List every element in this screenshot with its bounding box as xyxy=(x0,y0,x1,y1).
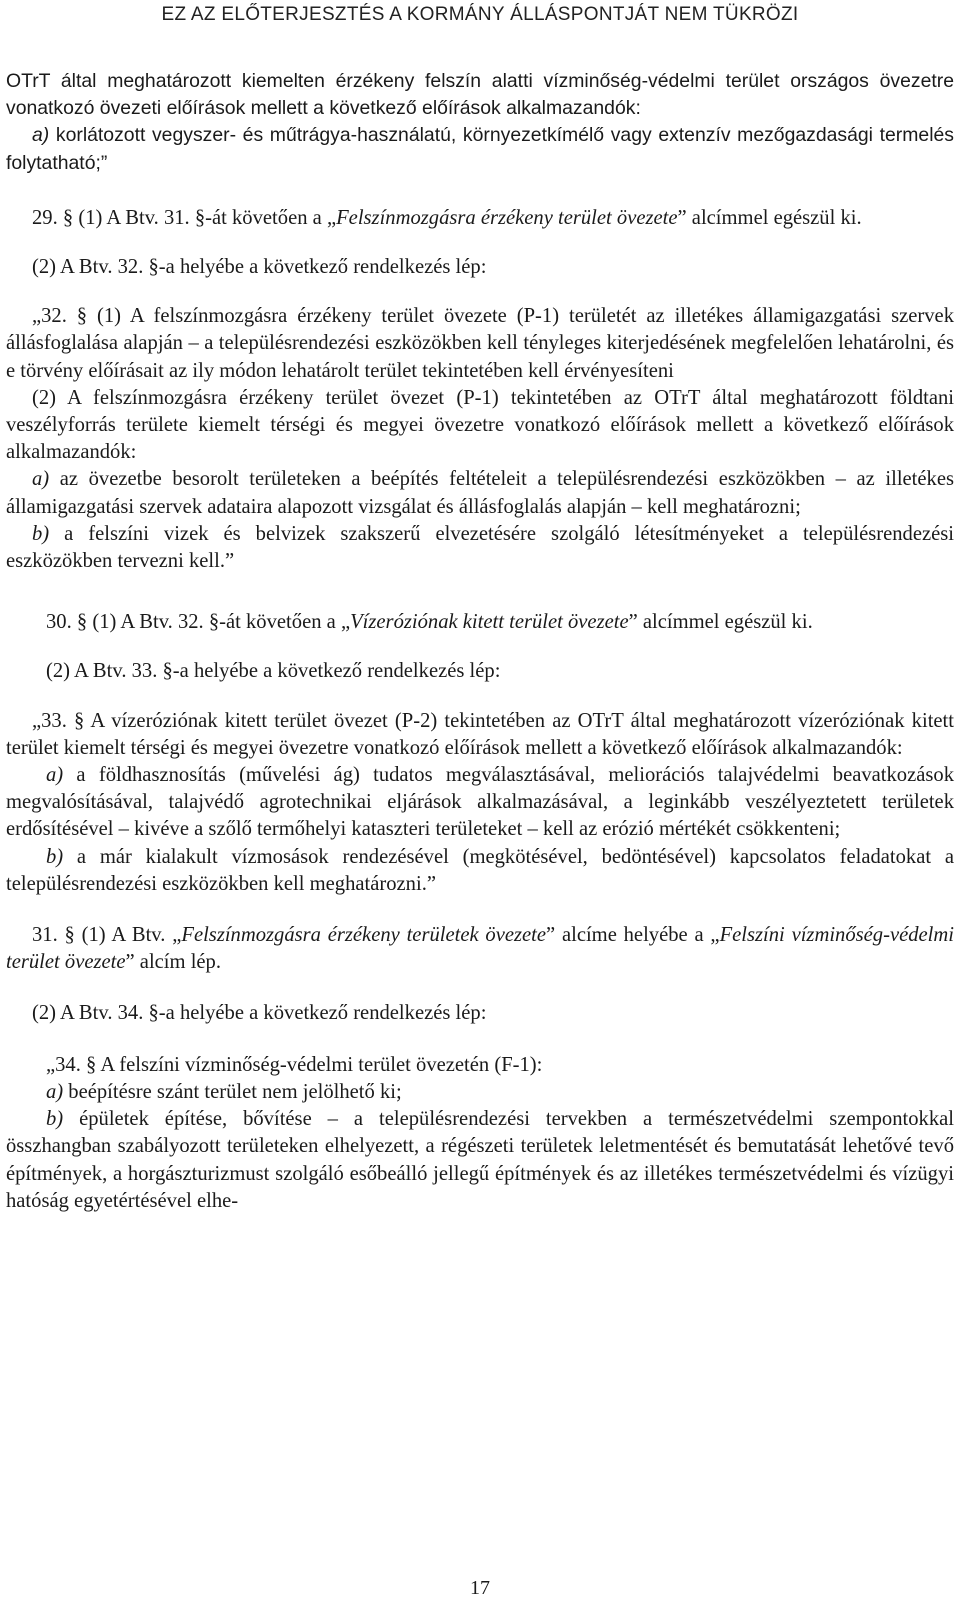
item-label: b) xyxy=(46,1108,64,1131)
item-label: b) xyxy=(32,522,50,545)
paragraph-item-b-4 xyxy=(6,1106,954,1215)
item-label: a) xyxy=(46,764,64,787)
paragraph-item-a-4 xyxy=(6,1079,954,1106)
paragraph-item-a-2 xyxy=(6,466,954,520)
subtitle-italic: Vízeróziónak kitett terület övezete xyxy=(350,611,629,634)
document-header: EZ AZ ELŐTERJESZTÉS A KORMÁNY ÁLLÁSPONTJÁT NEM TÜKRÖZI xyxy=(161,4,799,25)
subtitle-italic: Felszínmozgásra érzékeny terület övezete xyxy=(336,206,678,229)
paragraph-32-2: (2) A felszínmozgásra érzékeny terület övezet (P-1) tekintetében az OTrT által meghatározott földtani veszélyforrás területe kiemelt térségi és megyei övezetre vonatkozó előírások mellett a következő előírások alkalmazandók: xyxy=(6,386,954,464)
paragraph-item-b-2 xyxy=(6,521,954,575)
item-text: épületek építése, bővítése – a településrendezési tervekben a természetvédelmi szempontokkal összhangban szabályozott területeken elhelyezett, a régészeti területek leletmentését és bemutatását lehetővé tevő építmények, a horgászturizmust szolgáló esőbeálló jellegű építmények és az illetékes természetvédelmi és vízügyi hatóság egyetértésével elhe- xyxy=(6,1108,954,1212)
paragraph-otrt-intro: OTrT által meghatározott kiemelten érzékeny felszín alatti vízminőség-védelmi terület országos övezetre vonatkozó övezeti előírások mellett a következő előírások alkalmazandók: xyxy=(6,70,954,120)
paragraph-section-31-2: (2) A Btv. 34. §-a helyébe a következő rendelkezés lép: xyxy=(32,1002,487,1025)
paragraph-section-30-1 xyxy=(6,609,954,636)
paragraph-section-31-1 xyxy=(6,922,954,976)
section-text: ” alcíme helyébe a „ xyxy=(546,924,720,947)
paragraph-32-1: „32. § (1) A felszínmozgásra érzékeny terület övezete (P-1) területét az illetékes államigazgatási szervek állásfoglalása alapján – a településrendezési eszközökben kell tényleges kiterjedésének megfelelően lehatárolni, és e törvény előírásait az ily módon lehatárolt terület tekintetében kell érvényesíteni xyxy=(6,305,954,382)
section-text: 31. § (1) A Btv. „ xyxy=(32,924,182,947)
paragraph-item-a-3 xyxy=(6,762,954,844)
paragraph-item-b-3 xyxy=(6,844,954,898)
item-text: korlátozott vegyszer- és műtrágya-használatú, környezetkímélő vagy extenzív mezőgazdasági termelés folytatható;” xyxy=(6,124,954,174)
section-text: ” alcímmel egészül ki. xyxy=(677,206,862,229)
paragraph-section-30-2: (2) A Btv. 33. §-a helyébe a következő rendelkezés lép: xyxy=(46,660,501,683)
subtitle-italic: Felszíni vízminőség-védelmi terület övezete xyxy=(6,924,954,974)
item-text: beépítésre szánt terület nem jelölhető ki; xyxy=(63,1080,402,1103)
paragraph-item-a-1 xyxy=(6,122,954,176)
paragraph-section-29-2: (2) A Btv. 32. §-a helyébe a következő rendelkezés lép: xyxy=(32,256,487,279)
item-label: a) xyxy=(32,468,50,491)
paragraph-34: „34. § A felszíni vízminőség-védelmi terület övezetén (F-1): xyxy=(46,1053,543,1076)
paragraph-33: „33. § A vízeróziónak kitett terület övezet (P-2) tekintetében az OTrT által meghatározott vízeróziónak kitett terület kiemelt térségi és megyei övezetre vonatkozó előírások mellett a következő előírások alkalmazandók: xyxy=(6,709,954,759)
item-label: b) xyxy=(46,845,64,868)
document-body xyxy=(6,68,954,1215)
section-text: 30. § (1) A Btv. 32. §-át követően a „ xyxy=(46,611,351,634)
page-number: 17 xyxy=(470,1577,490,1599)
section-text: ” alcím lép. xyxy=(125,951,222,974)
item-label: a) xyxy=(32,124,50,147)
item-text: a már kialakult vízmosások rendezésével (megkötésével, bedöntésével) kapcsolatos feladatokat a településrendezési eszközökben kell meghatározni.” xyxy=(6,845,954,895)
subtitle-italic: Felszínmozgásra érzékeny területek övezete xyxy=(181,924,547,947)
item-label: a) xyxy=(46,1080,64,1103)
item-text: az övezetbe besorolt területeken a beépítés feltételeit a településrendezési eszközökben – az illetékes államigazgatási szervek adataira alapozott vizsgálat és állásfoglalás alapján – kell meghatározni; xyxy=(6,468,954,518)
section-text: ” alcímmel egészül ki. xyxy=(628,611,813,634)
section-text: 29. § (1) A Btv. 31. §-át követően a „ xyxy=(32,206,337,229)
item-text: a felszíni vizek és belvizek szakszerű elvezetésére szolgáló létesítményeket a településrendezési eszközökben tervezni kell.” xyxy=(6,522,954,573)
item-text: a földhasznosítás (művelési ág) tudatos megválasztásával, meliorációs talajvédelmi beavatkozások megvalósításával, talajvédő agrotechnikai eljárások alkalmazásával, a leginkább veszélyeztetett területek erdősítésével – kivéve a szőlő termőhelyi kataszteri területeket – kell az erózió mértékét csökkenteni; xyxy=(6,764,954,841)
paragraph-section-29-1 xyxy=(6,205,954,232)
